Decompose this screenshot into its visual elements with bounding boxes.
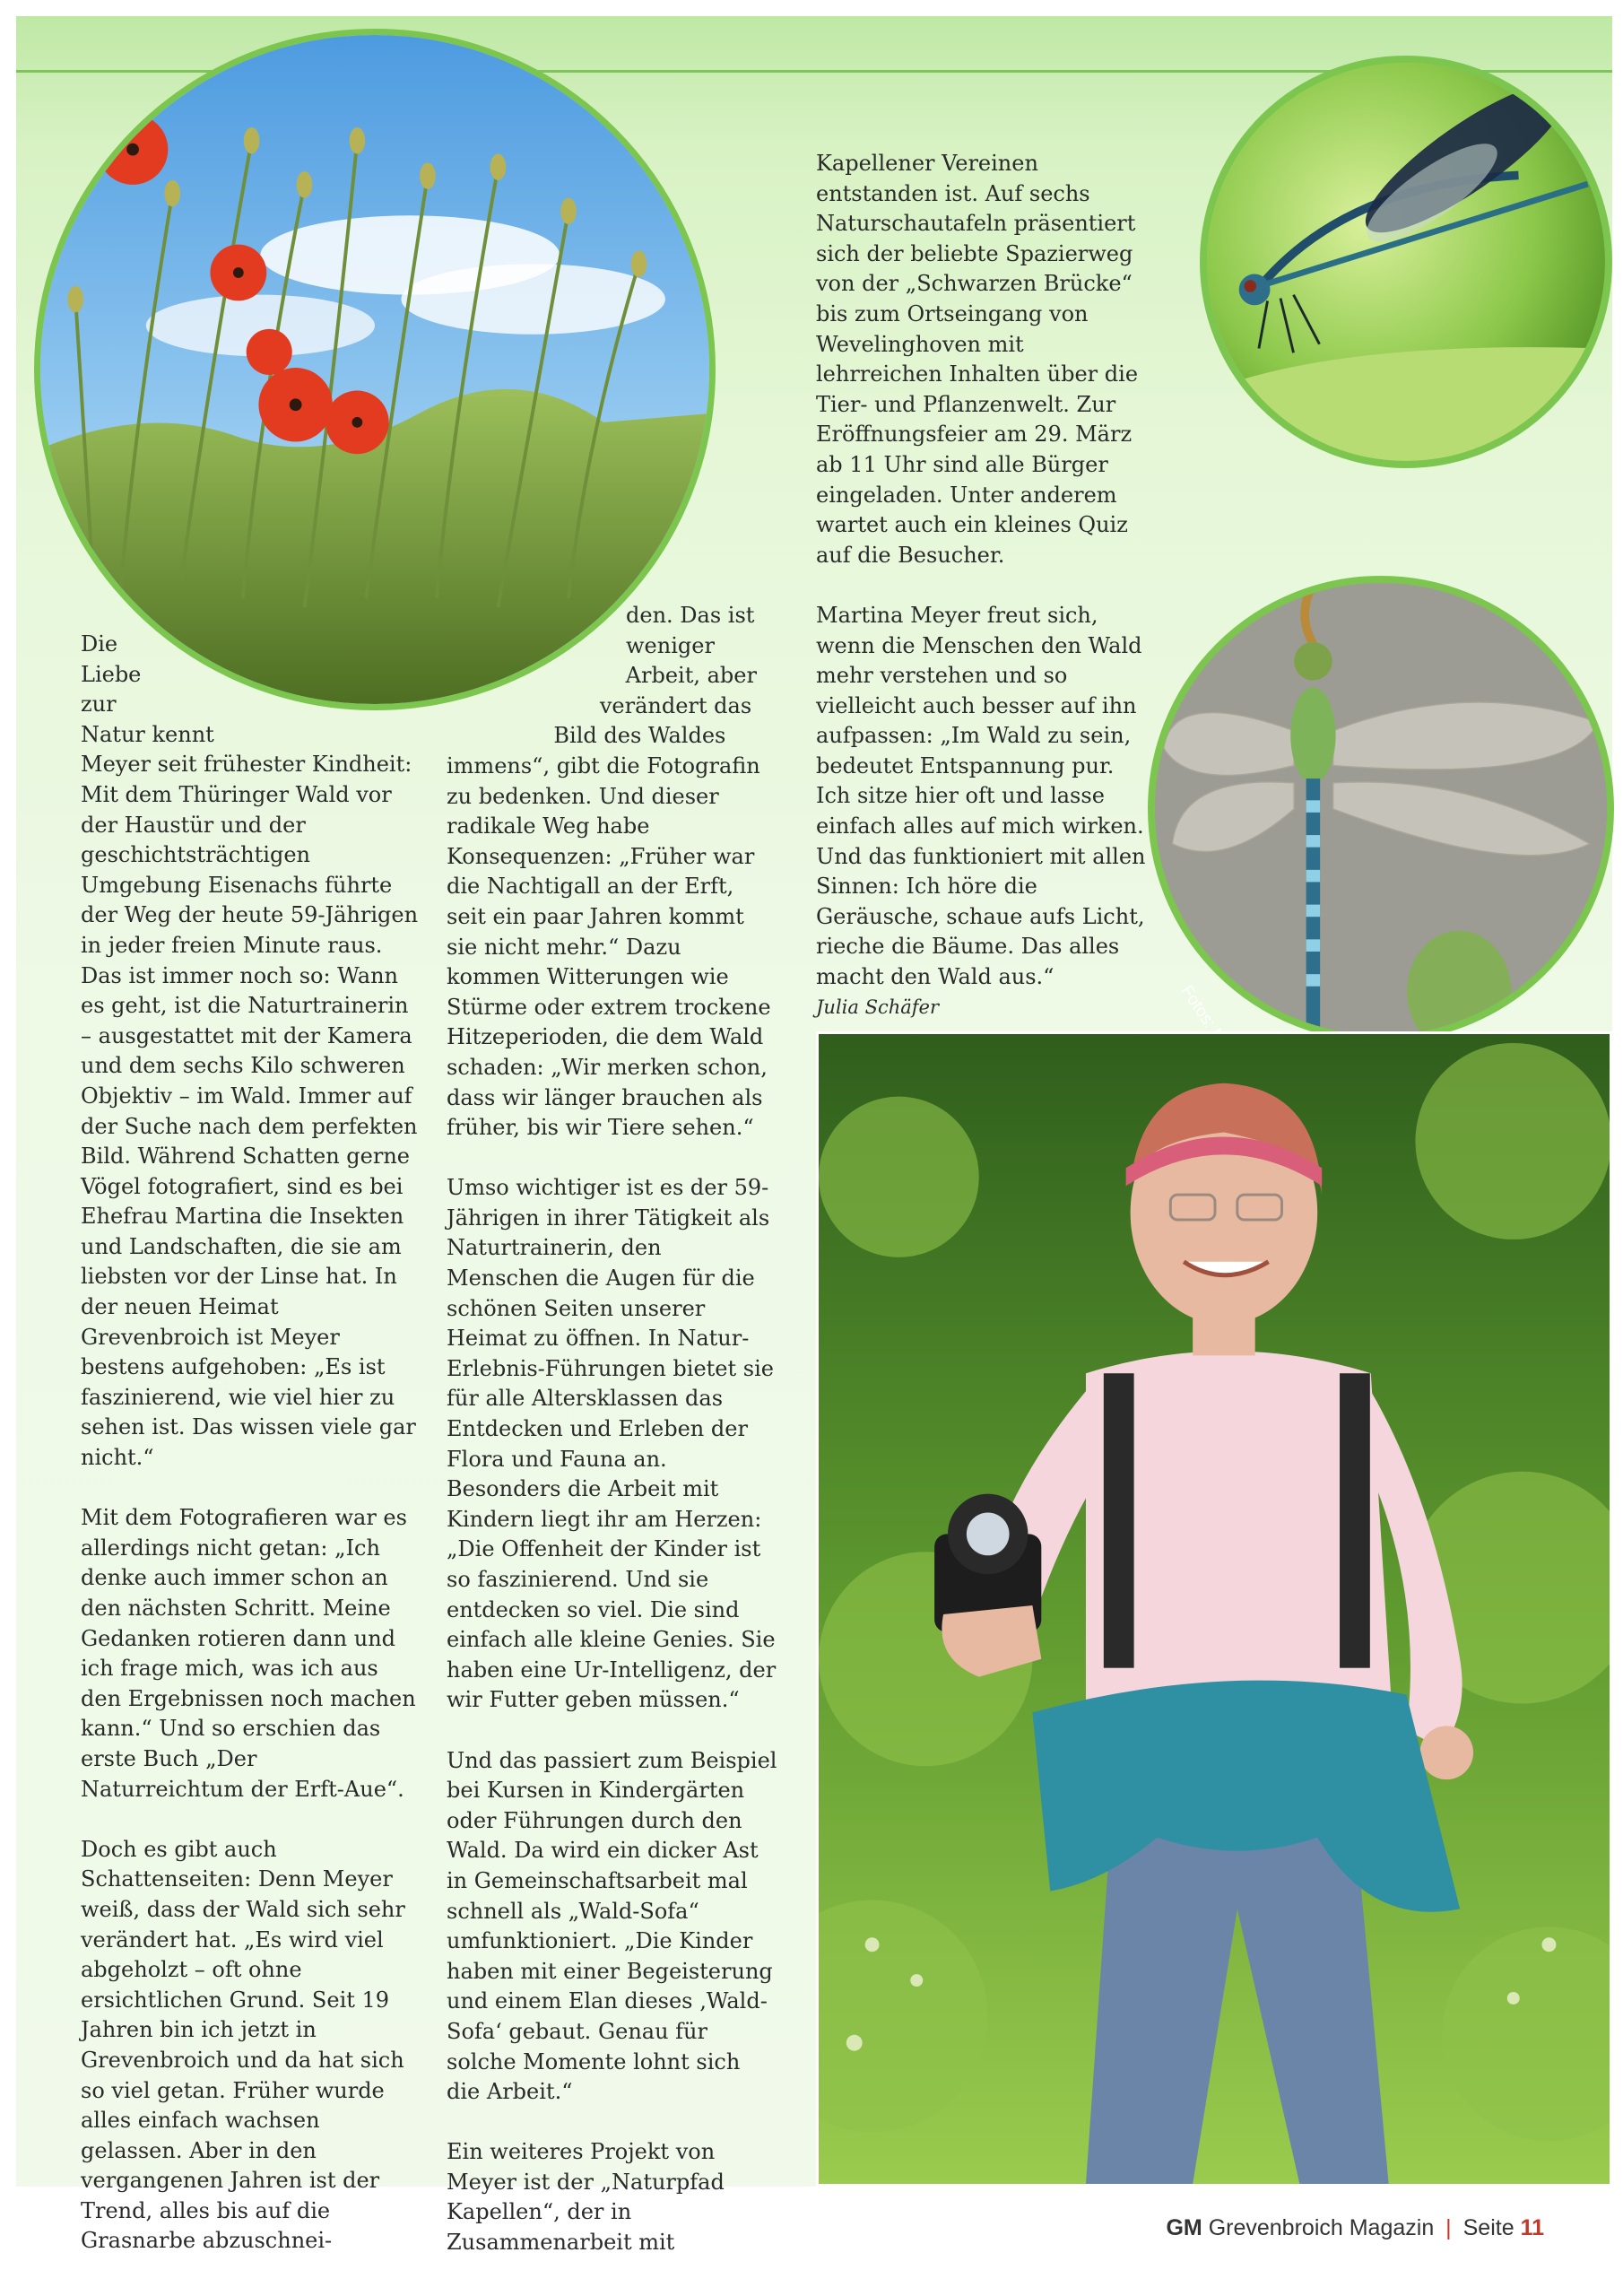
paragraph: Die Liebe zur Natur kennt Meyer seit frühester Kindheit: Mit dem Thüringer Wald vor der Haustür und der geschichtsträchtigen Umgebung Eisenachs führte der Weg der heute 59-Jährigen in jeder freien Minute raus. Das ist immer noch so: Wann es geht, ist die Naturtrainerin – ausgestattet mit der Kamera und dem sechs Kilo schweren Objektiv – im Wald. Immer auf der Suche nach dem perfekten Bild. Während Schatten gerne Vögel fotografiert, sind es bei Ehefrau Martina die Insekten und Landschaften, die sie am liebsten vor der Linse hat. In der neuen Heimat Grevenbroich ist Meyer bestens aufgehoben: „Es ist faszinierend, wie viel hier zu sehen ist. Das wissen viele gar nicht.“ [81,631,419,1471]
paragraph: Kapellener Vereinen entstanden ist. Auf sechs Naturschautafeln präsentiert sich der beliebte Spazierweg von der „Schwarzen Brücke“ bis zum Ortseingang von Wevelinghoven mit lehrreichen Inhalten über die Tier- und Pflanzenwelt. Zur Eröffnungsfeier am 29. März ab 11 Uhr sind alle Bürger eingeladen. Unter anderem wartet auch ein kleines Quiz auf die Besucher. [816,151,1139,568]
paragraph: Martina Meyer freut sich, wenn die Menschen den Wald mehr verstehen und so vielleicht auch besser auf ihn aufpassen: „Im Wald zu sein, bedeutet Entspannung pur. Ich sitze hier oft und lasse einfach alles auf mich wirken. Und das funktioniert mit allen Sinnen: Ich höre die Geräusche, schaue aufs Licht, rieche die Bäume. Das alles macht den Wald aus.“ [816,602,1146,990]
page-number: 11 [1520,2215,1544,2240]
page-footer [1166,2215,1544,2241]
paragraph: Mit dem Fotografieren war es allerdings nicht getan: „Ich denke auch immer schon an den nächsten Schritt. Meine Gedanken rotieren dann und ich frage mich, was ich aus den Ergebnissen noch machen kann.“ Und so erschien das erste Buch „Der Naturreichtum der Erft-Aue“. [81,1505,416,1802]
page-label: Seite [1462,2215,1515,2240]
article-column-2 [447,601,778,2258]
article-column-3 [816,149,1148,1022]
paragraph: Umso wichtiger ist es der 59-Jährigen in ihrer Tätigkeit als Naturtrainerin, den Menschen die Augen für die schönen Seiten unserer Heimat zu öffnen. In Natur-Erlebnis-Führungen bietet sie für alle Altersklassen das Entdecken und Erleben der Flora und Fauna an. Besonders die Arbeit mit Kindern liegt ihr am Herzen: „Die Offenheit der Kinder ist so faszinierend. Und sie entdecken so viel. Die sind einfach alle kleine Genies. Sie haben eine Ur-Intelligenz, der wir Futter geben müssen.“ [447,1175,777,1713]
paragraph: Ein weiteres Projekt von Meyer ist der „Naturpfad Kapellen“, der in Zusammenarbeit mit [447,2139,725,2256]
footer-separator: | [1445,2215,1452,2240]
paragraph: Und das passiert zum Beispiel bei Kursen in Kindergärten oder Führungen durch den Wald. Da wird ein dicker Ast in Gemeinschaftsarbeit mal schnell als „Wald-Sofa“ umfunktioniert. „Die Kinder haben mit einer Begeisterung und einem Elan dieses ‚Wald-Sofa‘ gebaut. Genau für solche Momente lohnt sich die Arbeit.“ [447,1747,777,2105]
magazine-logo: GM [1166,2215,1202,2240]
article-column-1 [81,630,421,2257]
banded-demoiselle-photo [1200,56,1612,468]
magazine-name: Grevenbroich Magazin [1208,2215,1435,2240]
portrait-photo [816,1031,1612,2187]
paragraph: Doch es gibt auch Schattenseiten: Denn Meyer weiß, dass der Wald sich sehr verändert hat. „Es wird viel abgeholzt – oft ohne ersichtlichen Grund. Seit 19 Jahren bin ich jetzt in Grevenbroich und da hat sich so viel getan. Früher wurde alles einfach wachsen gelassen. Aber in den vergangenen Jahren ist der Trend, alles bis auf die Grasnarbe abzuschnei- [81,1836,405,2254]
paragraph: den. Das ist weniger Arbeit, aber verändert das Bild des Waldes immens“, gibt die Fotografin zu bedenken. Und dieser radikale Weg habe Konsequenzen: „Früher war die Nachtigall an der Erft, seit ein paar Jahren kommt sie nicht mehr.“ Dazu kommen Witterungen wie Stürme oder extrem trockene Hitzeperioden, die dem Wald schaden: „Wir merken schon, dass wir länger brauchen als früher, bis wir Tiere sehen.“ [447,603,771,1141]
author-byline: Julia Schäfer [816,996,940,1018]
emperor-dragonfly-photo [1148,576,1614,1042]
